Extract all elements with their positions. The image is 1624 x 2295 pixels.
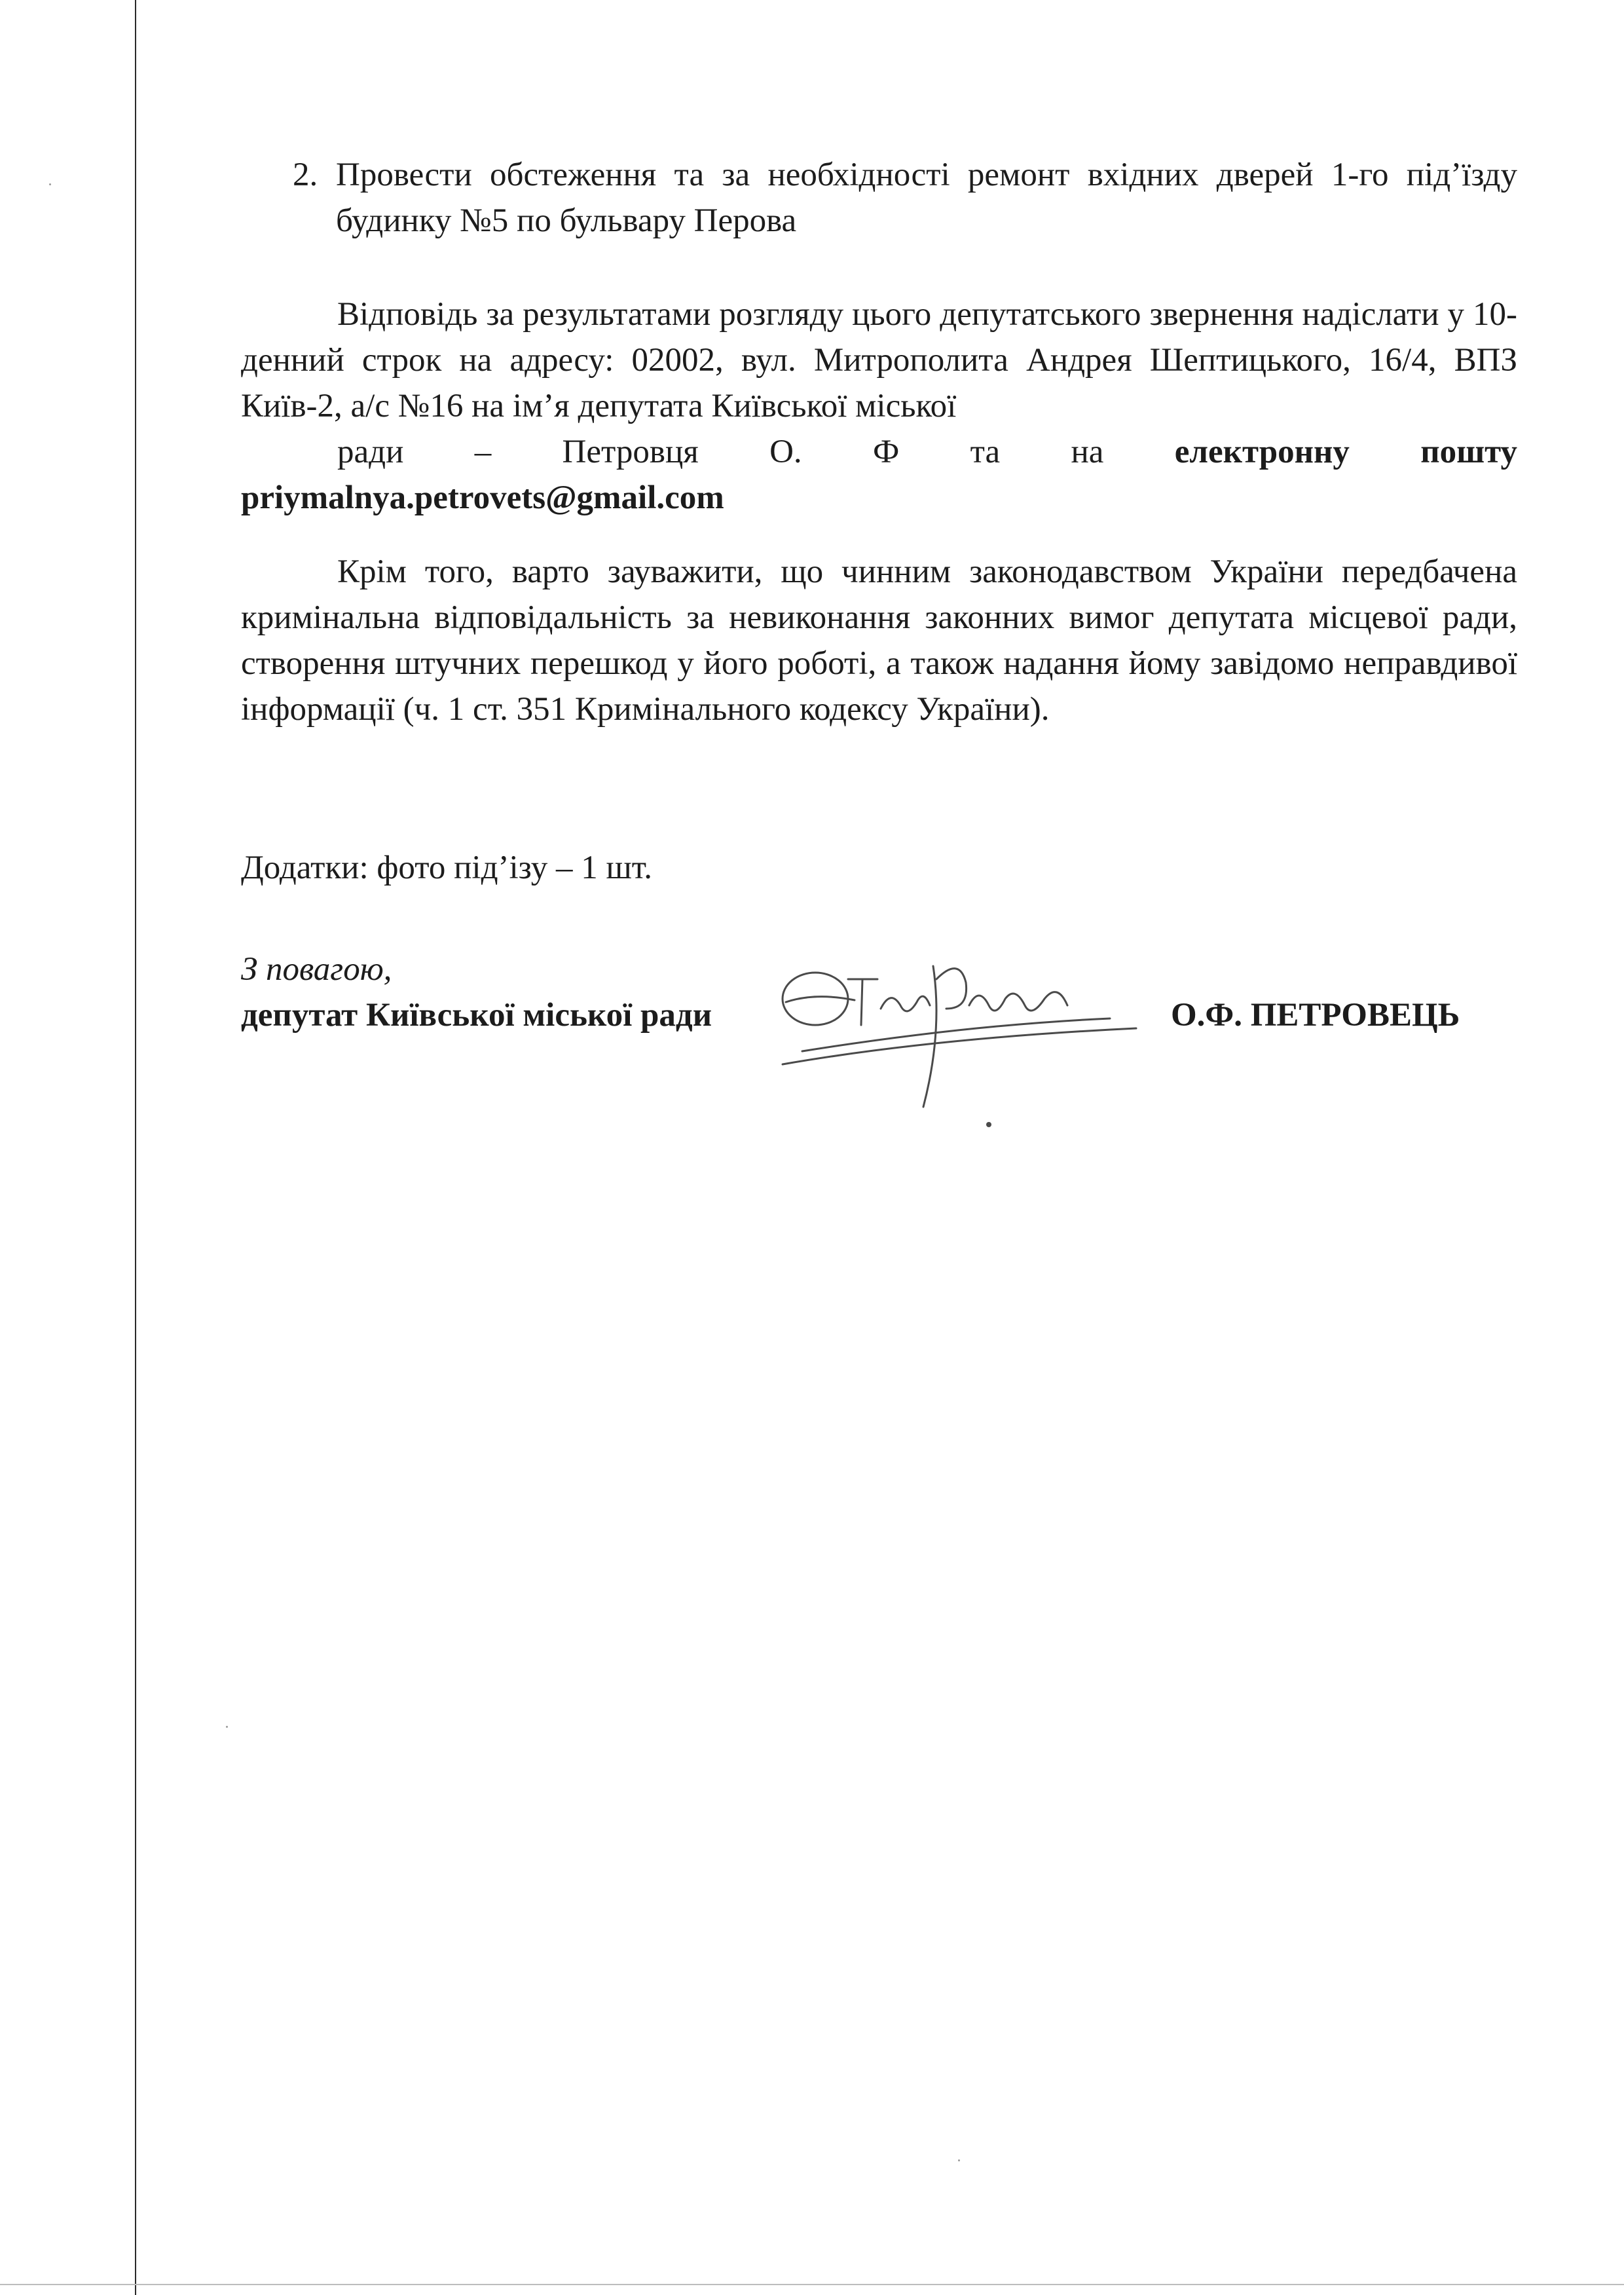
- scan-speck: [958, 2159, 960, 2161]
- bottom-edge-line: [0, 2284, 1624, 2285]
- scan-speck: [49, 183, 51, 185]
- list-item-number: 2.: [293, 157, 318, 193]
- response-paragraph: [241, 291, 1517, 521]
- attachments-line: Додатки: фото під’ізу – 1 шт.: [241, 849, 652, 886]
- response-paragraph-text: Відповідь за результатами розгляду цього депутатського звернення надіслати у 10-денний строк на адресу: 02002, вул. Митрополита Андрея Шептицького, 16/4, ВПЗ Київ-2, а/с №16 на ім’я депутата Київської міської: [241, 296, 1517, 424]
- email-address: priymalnya.petrovets@gmail.com: [241, 479, 724, 516]
- liability-paragraph: Крім того, варто зауважити, що чинним законодавством України передбачена кримінальна відповідальність за невиконання законних вимог депутата місцевої ради, створення штучних перешкод у його роботі, а також надання йому завідомо неправдивої інформації (ч. 1 ст. 351 Кримінального кодексу України).: [241, 553, 1517, 728]
- closing-regards: З повагою,: [241, 951, 392, 988]
- recipient-text: ради – Петровця О. Ф та на: [337, 434, 1104, 470]
- list-item-2: [293, 152, 1517, 244]
- handwritten-signature: [769, 953, 1162, 1149]
- page-edge-line: [135, 0, 136, 2295]
- email-label: електронну пошту: [1174, 434, 1518, 470]
- response-recipient-line: [241, 429, 1517, 475]
- list-item-text: Провести обстеження та за необхідності ремонт вхідних дверей 1-го під’їзду будинку №5 по бульвару Перова: [336, 157, 1517, 239]
- signer-position: депутат Київської міської ради: [241, 997, 712, 1034]
- scan-speck: [226, 1726, 228, 1728]
- signer-name: О.Ф. ПЕТРОВЕЦЬ: [1171, 997, 1460, 1034]
